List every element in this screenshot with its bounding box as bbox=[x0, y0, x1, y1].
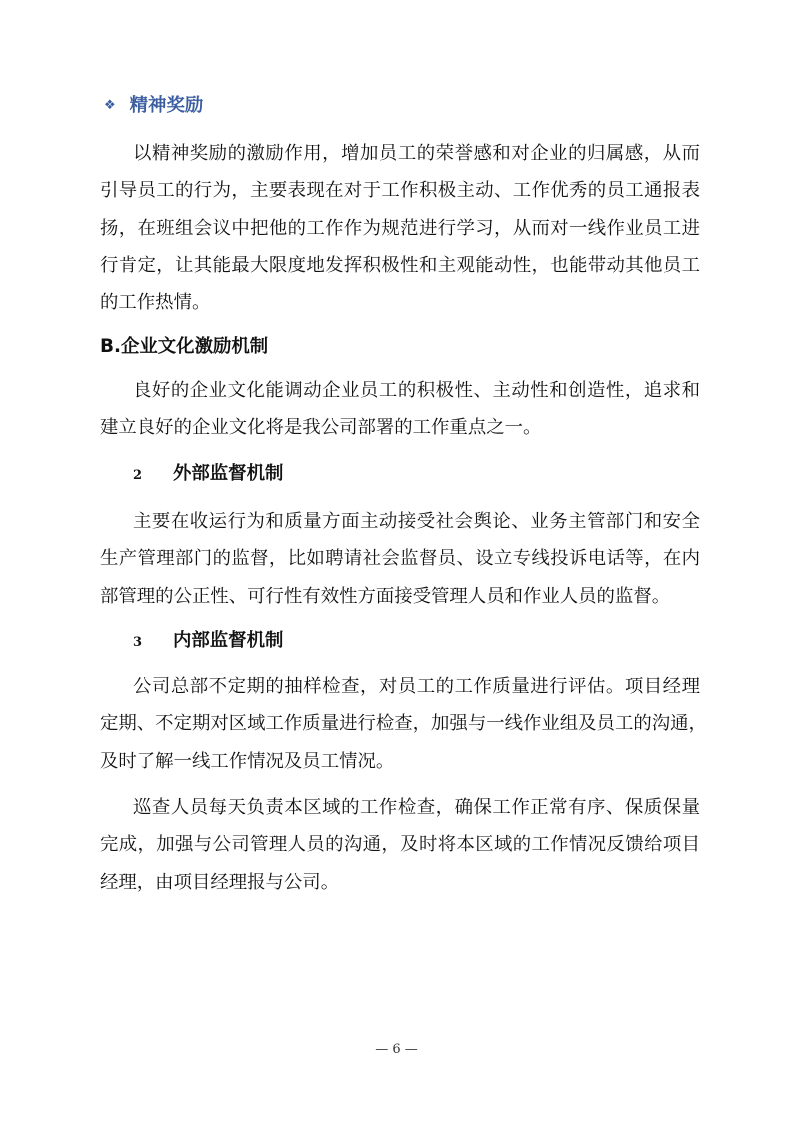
heading-internal bbox=[133, 626, 733, 656]
text-line: 生产管理部门的监督，比如聘请社会监督员、设立专线投诉电话等，在内 bbox=[100, 548, 700, 570]
text-line: 以精神奖励的激励作用，增加员工的荣誉感和对企业的归属感，从而 bbox=[133, 143, 700, 164]
heading-external bbox=[133, 459, 733, 489]
heading-text: 外部监督机制 bbox=[173, 463, 284, 484]
text-line: 引导员工的行为，主要表现在对于工作积极主动、工作优秀的员工通报表 bbox=[100, 180, 700, 202]
text-line: 部管理的公正性、可行性有效性方面接受管理人员和作业人员的监督。 bbox=[100, 585, 671, 607]
text-line: 主要在收运行为和质量方面主动接受社会舆论、业务主管部门和安全 bbox=[133, 511, 700, 532]
text-line: 经理，由项目经理报与公司。 bbox=[100, 871, 340, 893]
text-line: 定期、不定期对区域工作质量进行检查，加强与一线作业组及员工的沟通， bbox=[100, 713, 707, 735]
heading-text: 内部监督机制 bbox=[173, 630, 284, 651]
text-line: 完成，加强与公司管理人员的沟通，及时将本区域的工作情况反馈给项目 bbox=[100, 834, 700, 856]
heading-number: 3 bbox=[133, 635, 143, 650]
diamond-bullet-icon: ❖ bbox=[104, 98, 116, 113]
paragraph bbox=[100, 135, 700, 321]
heading-number: 2 bbox=[133, 468, 143, 483]
text-line: 公司总部不定期的抽样检查，对员工的工作质量进行评估。项目经理 bbox=[133, 676, 700, 697]
text-line: 良好的企业文化能调动企业员工的积极性、主动性和创造性，追求和 bbox=[133, 380, 700, 401]
paragraph bbox=[100, 372, 700, 447]
text-line: 及时了解一线工作情况及员工情况。 bbox=[100, 750, 395, 772]
page-number: — 6 — bbox=[375, 1042, 418, 1057]
text-line: 行肯定，让其能最大限度地发挥积极性和主观能动性，也能带动其他员工 bbox=[100, 254, 700, 276]
heading-text: 精神奖励 bbox=[129, 95, 204, 116]
text-line: 的工作热情。 bbox=[100, 292, 211, 314]
heading-spiritual-reward bbox=[104, 91, 704, 121]
paragraph bbox=[100, 668, 707, 780]
paragraph bbox=[100, 789, 700, 901]
text-line: 扬，在班组会议中把他的工作作为规范进行学习，从而对一线作业员工进 bbox=[100, 217, 700, 239]
text-line: 建立良好的企业文化将是我公司部署的工作重点之一。 bbox=[100, 417, 542, 439]
heading-culture: B.企业文化激励机制 bbox=[100, 336, 269, 357]
text-line: 巡查人员每天负责本区域的工作检查，确保工作正常有序、保质保量 bbox=[133, 797, 700, 818]
paragraph bbox=[100, 503, 700, 615]
